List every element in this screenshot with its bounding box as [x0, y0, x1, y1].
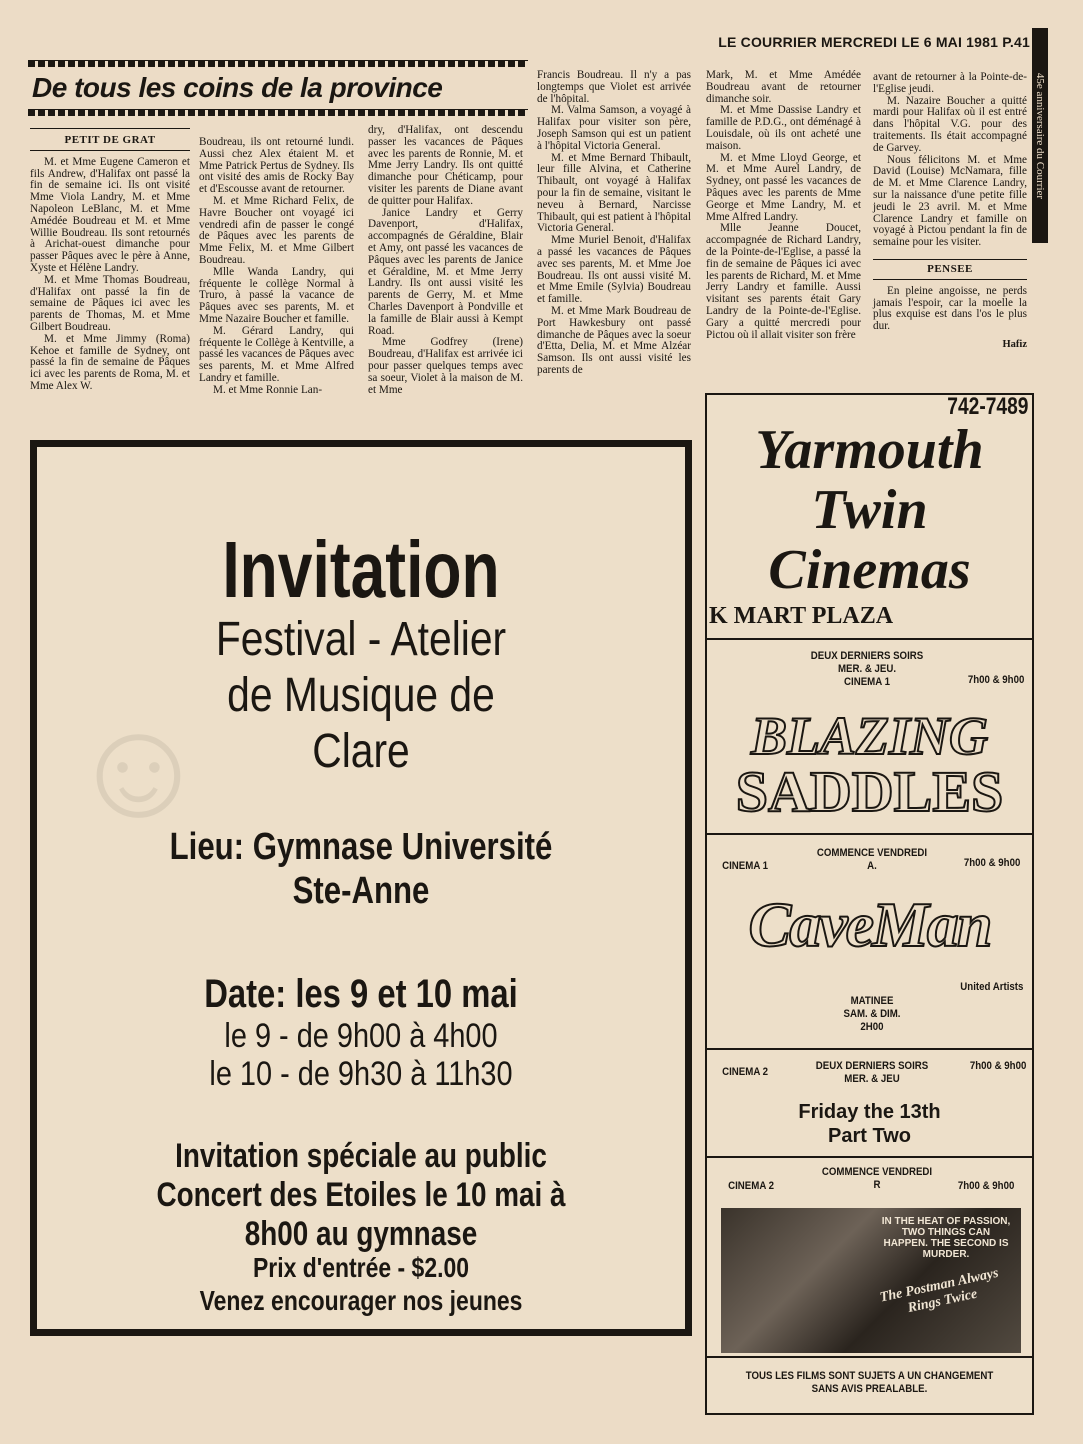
- film-schedule: [806, 847, 938, 873]
- schedule-line: MER. & JEU: [844, 1073, 900, 1085]
- article-column-3: [368, 125, 523, 396]
- paragraph: Mme Muriel Benoit, d'Halifax a passé les vacances de Pâques avec ses parents, M. et Mme Joe Boudreau. Ils ont aussi visité M. et Mme Emile (Sylvia) Boudreau et famille.: [537, 234, 691, 306]
- matinee-line: MATINEE: [850, 995, 894, 1007]
- encourage-line: Venez encourager nos jeunes: [199, 1285, 523, 1316]
- film-title-line: Part Two: [828, 1125, 911, 1147]
- paragraph: avant de retourner à la Pointe-de-l'Eglise jeudi.: [873, 71, 1027, 95]
- paragraph: M. et Mme Dassise Landry et famille de P.D.G., ont déménagé à Louisdale, où ils ont acheté une maison.: [706, 104, 861, 152]
- pensee-text: En pleine angoisse, ne perds jamais l'espoir, car la moelle la plus exquise est dans l'os le plus dur.: [873, 284, 1027, 333]
- cinema-name-line: Yarmouth: [755, 419, 984, 481]
- cinema-name-line: Twin: [811, 479, 928, 541]
- anniversary-text: 45e anniversaire du Courrier: [1034, 72, 1046, 199]
- film-title-line: Friday the 13th: [798, 1101, 941, 1123]
- schedule-line: A.: [867, 860, 877, 872]
- paragraph: M. et Mme Eugene Cameron et fils Andrew, d'Halifax ont passé la fin de semaine ici. Ils ont visité Mme Viola Landry, M. et Mme Napoleon LeBlanc, M. et Mme Amédée Boudreau et M. et Mme Willie Boudreau. Ils sont retournés à Arichat-ouest dimanche pour passer Pâques avec le père à Anne, Xyste et Hélène Landry.: [30, 155, 190, 274]
- matinee-schedule: [806, 995, 938, 1034]
- schedule-notice: [727, 1370, 1013, 1396]
- notice-line: SANS AVIS PREALABLE.: [811, 1383, 928, 1395]
- cinema-number: CINEMA 2: [722, 1066, 769, 1078]
- article-column-4: [537, 70, 691, 377]
- schedule-line: R: [873, 1179, 881, 1191]
- paragraph: M. et Mme Ronnie Lan-: [213, 383, 323, 396]
- article-column-1: [30, 128, 190, 393]
- article-heading: PETIT DE GRAT: [30, 135, 190, 151]
- anniversary-strip: [1032, 28, 1048, 243]
- paragraph: Mlle Jeanne Doucet, accompagnée de Richard Landry, de la Pointe-de-l'Eglise, a passé la fin de semaine de Pâques ici avec les parents de Richard, M. et Mme Jerry Landry et famille. Aussi visitant ses parents était Gary Landry de la Pointe-de-l'Eglise. Gary a quitté mercredi pour Pictou où il allait visiter son frère: [706, 222, 861, 341]
- cinema-ad: [705, 393, 1034, 1415]
- column-rule: [873, 259, 1027, 260]
- section-banner: [28, 60, 528, 116]
- showtimes: 7h00 & 9h00: [957, 1180, 1015, 1192]
- schedule-line: MER. & JEU.: [837, 663, 897, 675]
- running-head: LE COURRIER MERCREDI LE 6 MAI 1981 P.41: [718, 34, 1030, 50]
- paragraph: Mark, M. et Mme Amédée Boudreau avant de retourner dimanche soir.: [706, 69, 861, 105]
- column-rule: [30, 128, 190, 129]
- film-listing: [707, 1050, 1032, 1158]
- article-column-6: [873, 72, 1027, 351]
- film-listing: [707, 1158, 1032, 1358]
- banner-dots-top: [28, 60, 528, 67]
- film-logo: CaveMan: [748, 889, 991, 960]
- showtimes: 7h00 & 9h00: [969, 1060, 1027, 1072]
- paragraph: Mme Godfrey (Irene) Boudreau, d'Halifax est arrivée ici pour passer quelques temps avec sa soeur, Violet à la maison de M. et Mme: [368, 336, 523, 396]
- paragraph: Francis Boudreau. Il n'y a pas longtemps que Violet est arrivée de l'hôpital.: [537, 69, 691, 105]
- date-line: le 9 - de 9h00 à 4h00: [224, 1017, 498, 1055]
- subtitle-line: Festival - Atelier: [215, 613, 507, 666]
- cinema-location: K MART PLAZA: [709, 603, 894, 629]
- film-tagline: IN THE HEAT OF PASSION, TWO THINGS CAN HAPPEN. THE SECOND IS MURDER.: [881, 1216, 1011, 1260]
- admission-price: Prix d'entrée - $2.00: [252, 1252, 470, 1283]
- showtimes: 7h00 & 9h00: [967, 674, 1025, 686]
- cinema-number: CINEMA 1: [844, 676, 890, 688]
- section-title: De tous les coins de la province: [32, 72, 443, 103]
- schedule-line: COMMENCE VENDREDI: [816, 847, 928, 859]
- matinee-line: 2H00: [860, 1021, 884, 1033]
- film-logo-line: BLAZING: [750, 706, 988, 766]
- invitation-venue: [95, 825, 626, 913]
- schedule-line: DEUX DERNIERS SOIRS: [810, 650, 924, 662]
- special-line: Concert des Etoiles le 10 mai à: [156, 1176, 566, 1214]
- banner-dots-bottom: [28, 109, 528, 116]
- cinema-header: [707, 395, 1032, 640]
- paragraph: M. et Mme Bernard Thibault, leur fille Alvina, et Catherine Thibault, ont voyagé à Halifax pour la fin de semaine, visitant le neveu à Bernard, Narcisse Thibault, qui est patient à l'hôpital Victoria General.: [537, 151, 691, 235]
- paragraph: M. Nazaire Boucher a quitté mardi pour Halifax où il est entré dans l'hôpital V.G. pour des traitements. Ils était accompagné de Garvey.: [873, 94, 1027, 154]
- schedule-line: COMMENCE VENDREDI: [821, 1166, 933, 1178]
- film-title-script: The Postman Always Rings Twice: [878, 1265, 1000, 1317]
- venue-line: Lieu: Gymnase Université: [169, 826, 553, 868]
- paragraph: M. et Mme Mark Boudreau de Port Hawkesbury ont passé dimanche de Pâques avec la soeur d'Etta, Delia, M. et Mme Alzéar Samson. Ils ont aussi visité les parents de: [537, 304, 691, 376]
- special-line: 8h00 au gymnase: [244, 1215, 478, 1253]
- article-column-2: [199, 137, 354, 397]
- paragraph: M. Gérard Landry, qui fréquente le Collège à Kentville, a passé les vacances de Pâques avec ses parents, M. et Mme Alfred Landry et famille.: [199, 324, 354, 384]
- paragraph: M. et Mme Jimmy (Roma) Kehoe et famille de Sydney, ont passé la fin de semaine de Pâques ici avec les parents de Roma, M. et Mme Alex W.: [30, 332, 190, 392]
- paragraph: Boudreau, ils ont retourné lundi. Aussi chez Alex étaient M. et Mme Patrick Pertus de Sydney. Ils ont visité des amis de Rocky Bay et d'Escousse avant de retourner.: [199, 136, 354, 196]
- film-schedule: [779, 650, 955, 689]
- special-invitation: [95, 1137, 626, 1254]
- showtimes: 7h00 & 9h00: [963, 857, 1021, 869]
- article-column-5: [706, 70, 861, 341]
- bleed-through-figure: ☺: [67, 689, 210, 846]
- date-line: le 10 - de 9h30 à 11h30: [209, 1055, 513, 1093]
- matinee-line: SAM. & DIM.: [843, 1008, 901, 1020]
- subtitle-line: Clare: [312, 725, 410, 778]
- paragraph: M. et Mme Thomas Boudreau, d'Halifax ont passé la fin de semaine de Pâques ici avec les parents de Thomas, M. et Mme Gilbert Boudreau.: [30, 273, 190, 333]
- venue-line: Ste-Anne: [292, 870, 430, 912]
- special-line: Invitation spéciale au public: [175, 1137, 547, 1175]
- paragraph: M. et Mme Lloyd George, et M. et Mme Aurel Landry, de Sydney, ont passé les vacances de Pâques avec les parents de Mme George et Mme Landry, M. et Mme Alfred Landry.: [706, 151, 861, 223]
- cinema-number: CINEMA 2: [728, 1180, 775, 1192]
- invitation-subtitle: [86, 612, 637, 780]
- film-schedule: [810, 1060, 933, 1086]
- schedule-line: DEUX DERNIERS SOIRS: [815, 1060, 929, 1072]
- film-listing: [707, 640, 1032, 835]
- paragraph: Nous félicitons M. et Mme David (Louise) McNamara, fille de M. et Mme Clarence Landry, sur la naissance d'une petite fille jeudi le 23 avril. M. et Mme Clarence Landry et famille on voyagé à Pictou pendant la fin de semaine pour les visiter.: [873, 153, 1027, 249]
- studio-name: United Artists: [960, 981, 1024, 993]
- invitation-ad: [30, 440, 692, 1336]
- invitation-title: Invitation: [222, 525, 500, 614]
- cinema-number: CINEMA 1: [722, 860, 769, 872]
- paragraph: Mlle Wanda Landry, qui fréquente le collège Normal à Truro, à passé la vacance de Pâques avec ses parents, M. et Mme Nazaire Boucher et famille.: [199, 265, 354, 325]
- pensee-heading: PENSEE: [873, 264, 1027, 280]
- film-listing: [707, 835, 1032, 1050]
- film-logo-line: SADDLES: [735, 759, 1004, 824]
- cinema-phone: 742-7489: [946, 393, 1028, 420]
- paragraph: M. et Mme Richard Felix, de Havre Boucher ont voyagé ici vendredi afin de passer le congé de Pâques avec les parents de Mme Felix, M. et Mme Gilbert Boudreau.: [199, 194, 354, 266]
- film-schedule: [811, 1166, 943, 1192]
- paragraph: dry, d'Halifax, ont descendu passer les vacances de Pâques avec les parents de Ronnie, M. et Mme Jerry Landry. Ils ont quitté dimanche pour Chéticamp, pour visiter les parents de Diane avant de quitter pour Halifax.: [368, 124, 523, 207]
- cinema-name-line: Cinemas: [768, 539, 971, 601]
- invitation-date: Date: les 9 et 10 mai: [204, 972, 518, 1016]
- paragraph: Janice Landry et Gerry Davenport, d'Halifax, accompagnés de Géraldine, Blair et Amy, ont passé les vacances de Pâques avec les parents de Janice et Géraldine, M. et Mme Jerry Landry. Ils ont aussi visité les parents de Gerry, M. et Mme Charles Davenport à Pondville et la famille de Blair aussi à Kempt Road.: [368, 206, 523, 337]
- film-poster-photo: [721, 1208, 1021, 1353]
- subtitle-line: de Musique de: [227, 669, 495, 722]
- paragraph: M. Valma Samson, a voyagé à Halifax pour visiter son père, Joseph Samson qui est un patient à l'hôpital Victoria General.: [537, 104, 691, 152]
- film-title: [707, 1100, 1032, 1148]
- notice-line: TOUS LES FILMS SONT SUJETS A UN CHANGEMENT: [745, 1370, 994, 1382]
- pensee-signature: Hafiz: [1002, 338, 1027, 350]
